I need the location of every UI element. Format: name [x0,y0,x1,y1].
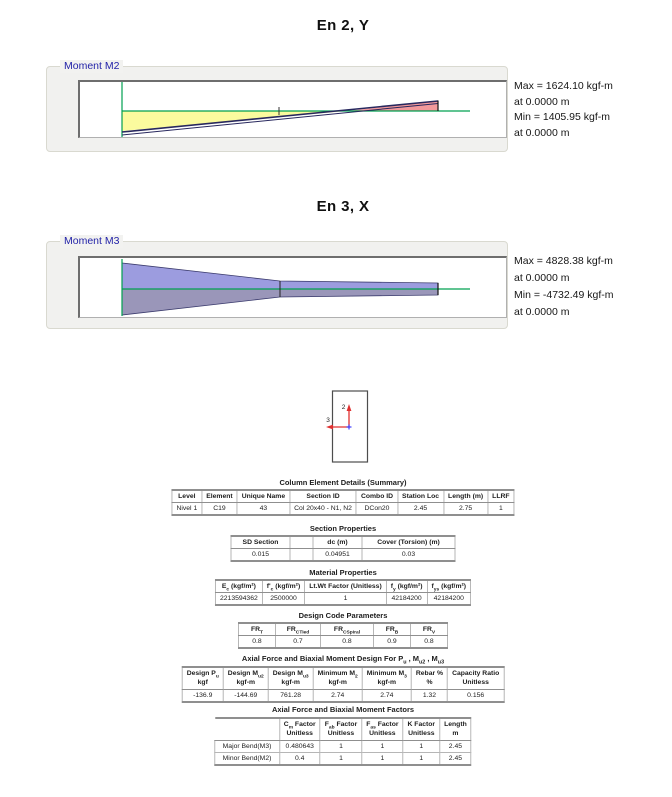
table-cell: 2.45 [440,753,472,766]
column-header [440,718,472,741]
table-row [215,593,470,606]
column-header: Station Loc [398,490,444,503]
material-table [215,579,471,606]
m3-min-location: at 0.0000 m [514,306,570,318]
table-header-row [231,536,455,549]
column-header: Length (m) [444,490,488,503]
column-header: Section ID [290,490,357,503]
header-line: Rebar % [415,670,444,677]
table-cell: DCon20 [356,503,397,516]
table-row [215,753,471,766]
table-cell: 2.45 [440,741,472,753]
header-line: kgf-m [281,678,300,686]
header-line: $C_m$ Factor [283,721,316,731]
table-header-row [215,718,471,741]
table-cell: 2.75 [444,503,488,516]
table-cell: 1 [403,753,440,766]
moment-m2-stats [514,79,669,141]
header-line: K Factor [407,721,436,728]
column-header: Combo ID [356,490,397,503]
table-cell: C19 [202,503,237,516]
section-props-table-title: Section Properties [309,524,377,533]
column-header: Element [202,490,237,503]
table-cell: 2.74 [362,690,411,703]
column-header [182,667,223,690]
section-title-en3: En 3, X [316,198,370,215]
header-line: Unitless [369,729,396,737]
moment-m2-diagram [80,82,506,137]
column-header: Cover (Torsion) (m) [362,536,455,549]
table-cell: 42184200 [386,593,427,606]
table-cell: 43 [237,503,289,516]
table-row [239,636,448,649]
header-line: Unitless [327,729,355,737]
axis-3-arrowhead-icon [326,425,333,430]
column-header [268,667,313,690]
header-line: Length [444,721,467,728]
column-header: $FR_B$ [374,623,411,636]
table-cell: 1 [305,593,387,606]
axial-design-table [182,666,505,703]
column-header: $FR_{CSpiral}$ [321,623,374,636]
design-code-table-title: Design Code Parameters [298,611,388,620]
table-cell: 0.8 [321,636,374,649]
m3-max-location: at 0.0000 m [514,272,570,284]
table-cell: 1 [320,741,362,753]
column-header: $FR_V$ [411,623,448,636]
row-label: Minor Bend(M2) [215,753,280,766]
header-line: kgf-m [328,678,347,686]
header-line: $F_{as}$ Factor [366,721,399,731]
row-label: Major Bend(M3) [215,741,280,753]
m3-max-value: Max = 4828.38 kgf-m [514,255,613,267]
design-code-table [238,622,448,649]
column-header [362,718,403,741]
table-cell: -144.69 [223,690,268,703]
table-cell: 1.32 [411,690,447,703]
table-row [182,690,504,703]
header-line: Unitless [462,678,489,686]
table-cell: 2213594362 [215,593,262,606]
table-cell: 0.8 [239,636,276,649]
column-header: SD Section [231,536,290,549]
m3-min-value: Min = -4732.49 kgf-m [514,289,614,301]
header-line: kgf [197,678,208,686]
table-cell: 1 [362,741,403,753]
table-row [215,741,471,753]
table-cell: 1 [320,753,362,766]
column-header: LLRF [488,490,514,503]
table-cell: 2500000 [262,593,304,606]
table-row [231,549,455,562]
axis-2-label: 2 [341,404,346,411]
header-line: kgf-m [236,678,256,686]
table-cell: 1 [403,741,440,753]
header-line: Design $M_{u3}$ [272,670,309,680]
moment-m3-group-label: Moment M3 [60,235,123,248]
table-cell: 2.74 [313,690,362,703]
table-cell: 42184200 [427,593,471,606]
factors-table [214,717,471,766]
m2-max-value: Max = 1624.10 kgf-m [514,80,613,92]
moment-m3-diagram [80,258,506,317]
table-cell: 0.8 [411,636,448,649]
column-header: $f_y$ (kgf/m²) [386,580,427,593]
table-cell: -136.9 [182,690,223,703]
section-props-table [231,535,456,562]
header-line: kgf-m [377,678,397,686]
table-cell: 1 [488,503,514,516]
table-cell: 0.9 [374,636,411,649]
moment-m2-group-label: Moment M2 [60,60,123,73]
moment-m2-plot [78,80,507,138]
table-header-row [239,623,448,636]
table-cell: 0.03 [362,549,455,562]
table-row [172,503,514,516]
table-cell: 0.015 [231,549,290,562]
m2-min-location: at 0.0000 m [514,126,570,139]
column-header [411,667,447,690]
column-header: $f'_c$ (kgf/m²) [262,580,304,593]
moment-m3-stats [514,253,669,321]
table-cell: 0.04951 [313,549,362,562]
column-header: Lt.Wt Factor (Unitless) [305,580,387,593]
column-header [223,667,268,690]
table-cell: 761.28 [268,690,313,703]
summary-table-title: Column Element Details (Summary) [279,478,407,487]
column-header [403,718,440,741]
material-table-title: Material Properties [309,568,377,577]
header-line: % [426,678,433,686]
table-cell [290,549,313,562]
table-cell: 0.480643 [279,741,320,753]
column-header: $f_{ys}$ (kgf/m²) [427,580,471,593]
column-header: $FR_T$ [239,623,276,636]
header-line: m [452,729,459,737]
table-cell: 1 [362,753,403,766]
column-header [320,718,362,741]
column-header: dc (m) [313,536,362,549]
axial-design-table-title: Axial Force and Biaxial Moment Design For $P_u$ , $M_{u2}$ , $M_{u3}$ [241,654,445,666]
column-header: $E_c$ (kgf/m²) [215,580,262,593]
table-cell: 0.156 [448,690,504,703]
column-section-sketch [320,388,380,468]
header-line: Capacity Ratio [452,670,500,677]
blank-header [215,718,280,741]
column-header [290,536,313,549]
header-line: Design $P_u$ [186,670,219,680]
header-line: $F_{ab}$ Factor [324,721,358,731]
table-header-row [182,667,504,690]
table-cell: 0.4 [279,753,320,766]
column-header: Unique Name [237,490,289,503]
column-header [362,667,411,690]
table-cell: 2.45 [398,503,444,516]
column-header [313,667,362,690]
header-line: Unitless [286,729,313,737]
header-line: Unitless [408,729,435,737]
table-header-row [215,580,470,593]
header-line: Design $M_{u2}$ [227,670,264,680]
header-line: Minimum $M_3$ [366,670,407,680]
header-line: Minimum $M_2$ [317,670,358,680]
m2-max-location: at 0.0000 m [514,95,570,108]
column-header [279,718,320,741]
summary-table [171,489,514,516]
column-header: $FR_{CTied}$ [276,623,321,636]
table-header-row [172,490,514,503]
section-title-en2: En 2, Y [316,17,370,34]
table-cell: Col 20x40 - N1, N2 [290,503,357,516]
column-header [448,667,504,690]
factors-table-title: Axial Force and Biaxial Moment Factors [271,705,415,714]
column-header: Level [172,490,202,503]
table-cell: 0.7 [276,636,321,649]
moment-m3-plot [78,256,507,318]
table-cell: Nivel 1 [172,503,202,516]
m2-min-value: Min = 1405.95 kgf-m [514,111,611,123]
axis-3-label: 3 [326,417,330,424]
